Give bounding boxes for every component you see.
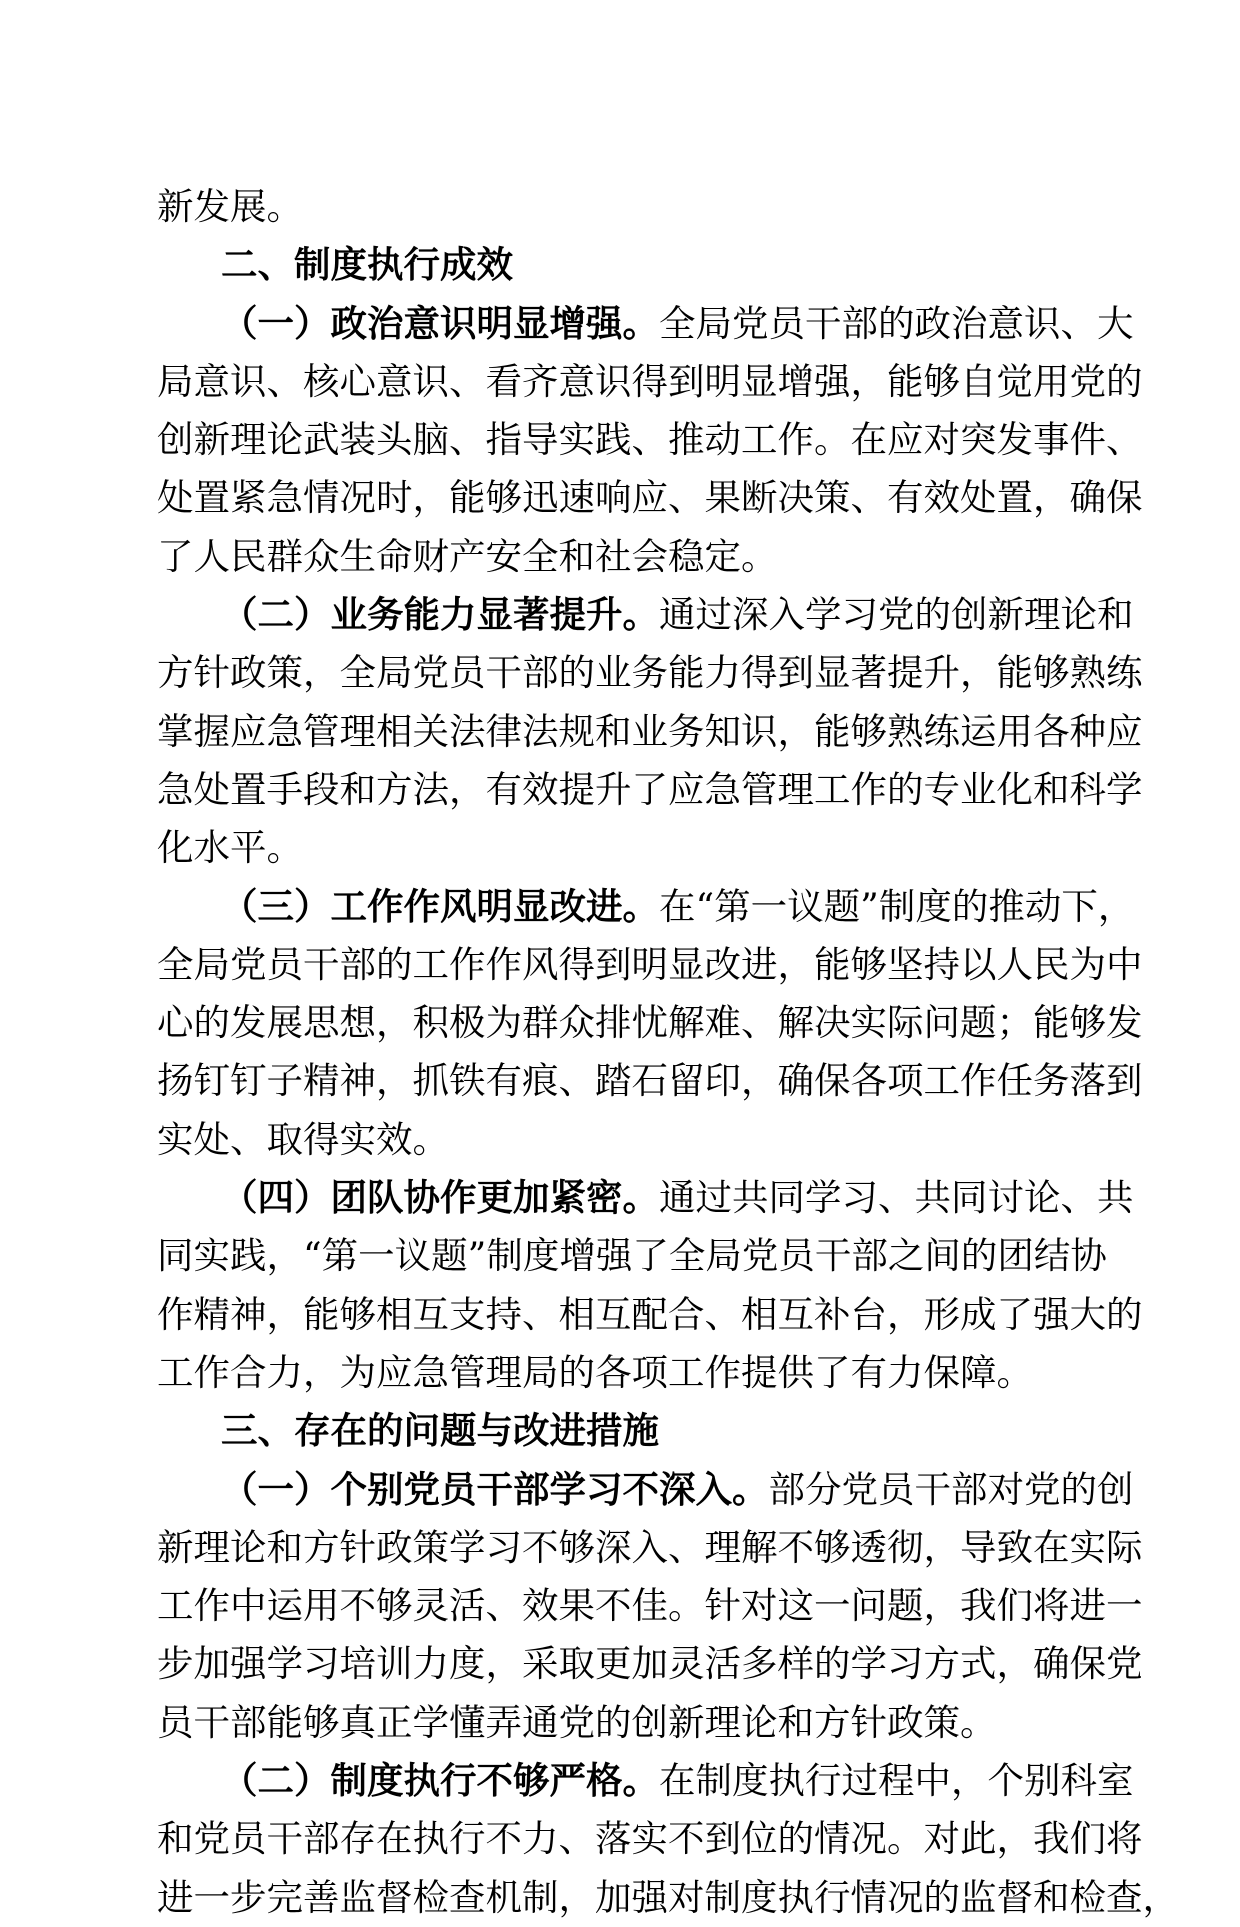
paragraph-line: 化水平。 (157, 826, 303, 870)
paragraph-line: 作精神，能够相互支持、相互配合、相互补台，形成了强大的 (157, 1292, 1143, 1336)
paragraph-lead: （三）工作作风明显改进。 (221, 884, 659, 928)
section2-heading: 二、制度执行成效 (221, 243, 513, 287)
paragraph-line: 了人民群众生命财产安全和社会稳定。 (157, 534, 778, 578)
paragraph-line: 同实践，“第一议题”制度增强了全局党员干部之间的团结协 (157, 1234, 1107, 1278)
paragraph-line: 工作合力，为应急管理局的各项工作提供了有力保障。 (157, 1350, 1033, 1394)
paragraph-line: 新理论和方针政策学习不够深入、理解不够透彻，导致在实际 (157, 1525, 1143, 1569)
document-page (157, 178, 1179, 1927)
paragraph-lead: （一）政治意识明显增强。 (221, 301, 659, 345)
section3-heading: 三、存在的问题与改进措施 (221, 1409, 659, 1453)
paragraph-line: 进一步完善监督检查机制，加强对制度执行情况的监督和检查， (157, 1875, 1179, 1919)
paragraph-line (157, 586, 1134, 644)
paragraph-line (157, 878, 1135, 936)
paragraph-lead: （二）制度执行不够严格。 (221, 1759, 659, 1803)
paragraph-line (157, 1461, 1134, 1519)
paragraph-line: 创新理论武装头脑、指导实践、推动工作。在应对突发事件、 (157, 418, 1143, 462)
intro-tail: 新发展。 (157, 185, 303, 228)
paragraph-line (157, 295, 1134, 353)
paragraph-text: 在“第一议题”制度的推动下， (659, 884, 1135, 928)
paragraph-text: 通过共同学习、共同讨论、共 (659, 1176, 1134, 1220)
paragraph-text: 全局党员干部的政治意识、大 (659, 301, 1134, 345)
paragraph-line: 方针政策，全局党员干部的业务能力得到显著提升，能够熟练 (157, 651, 1143, 695)
paragraph-text: 在制度执行过程中，个别科室 (659, 1759, 1134, 1803)
paragraph-line: 全局党员干部的工作作风得到明显改进，能够坚持以人民为中 (157, 942, 1143, 986)
paragraph-text: 通过深入学习党的创新理论和 (659, 593, 1134, 637)
paragraph-line (157, 1169, 1134, 1227)
paragraph-text: 部分党员干部对党的创 (768, 1467, 1134, 1511)
paragraph-line: 心的发展思想，积极为群众排忧解难、解决实际问题；能够发 (157, 1001, 1143, 1045)
paragraph-lead: （一）个别党员干部学习不深入。 (221, 1467, 769, 1511)
paragraph-line (157, 1752, 1134, 1810)
paragraph-line: 扬钉钉子精神，抓铁有痕、踏石留印，确保各项工作任务落到 (157, 1059, 1143, 1103)
paragraph-line: 急处置手段和方法，有效提升了应急管理工作的专业化和科学 (157, 767, 1143, 811)
paragraph-line: 工作中运用不够灵活、效果不佳。针对这一问题，我们将进一 (157, 1584, 1143, 1628)
paragraph-line: 处置紧急情况时，能够迅速响应、果断决策、有效处置，确保 (157, 476, 1143, 520)
paragraph-line: 掌握应急管理相关法律法规和业务知识，能够熟练运用各种应 (157, 709, 1143, 753)
paragraph-lead: （四）团队协作更加紧密。 (221, 1176, 659, 1220)
paragraph-line: 局意识、核心意识、看齐意识得到明显增强，能够自觉用党的 (157, 359, 1143, 403)
paragraph-line: 和党员干部存在执行不力、落实不到位的情况。对此，我们将 (157, 1817, 1143, 1861)
paragraph-line: 员干部能够真正学懂弄通党的创新理论和方针政策。 (157, 1700, 997, 1744)
paragraph-line: 步加强学习培训力度，采取更加灵活多样的学习方式，确保党 (157, 1642, 1143, 1686)
paragraph-line: 实处、取得实效。 (157, 1117, 449, 1161)
paragraph-lead: （二）业务能力显著提升。 (221, 593, 659, 637)
